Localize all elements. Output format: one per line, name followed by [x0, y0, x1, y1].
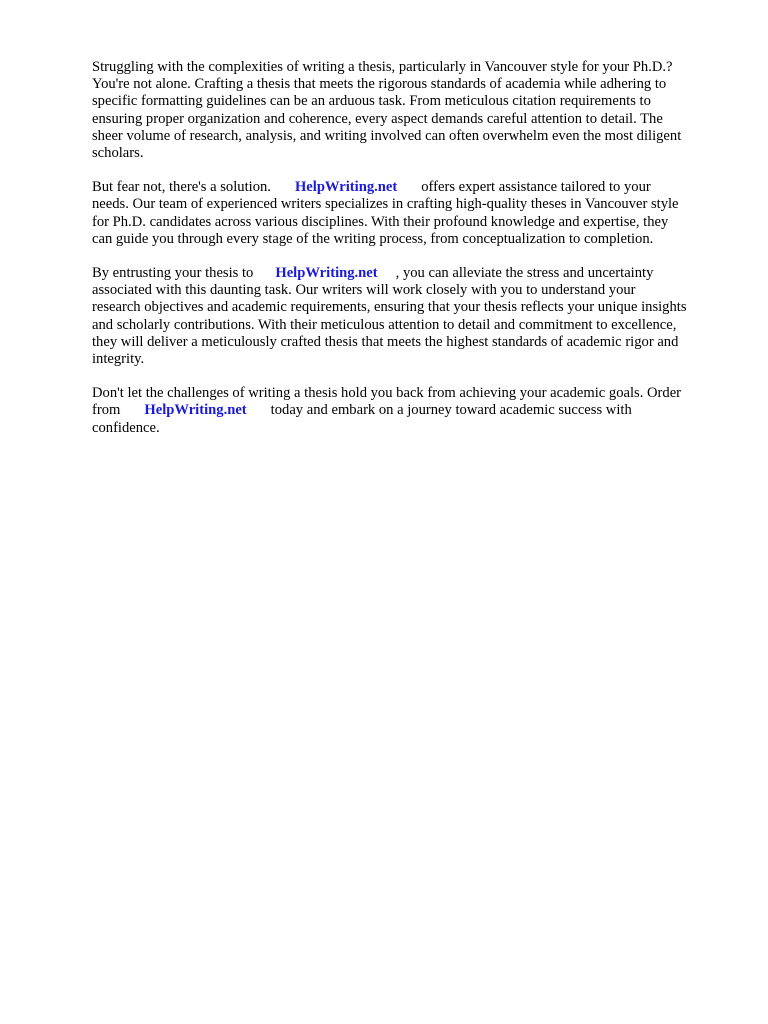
text-line: ensuring proper organization and coherence, every aspect demands careful attention to detail. The: [92, 110, 663, 127]
text-line: associated with this daunting task. Our writers will work closely with you to understand your: [92, 282, 636, 299]
text-line: needs. Our team of experienced writers specializes in crafting high-quality theses in Vancouver style: [92, 196, 679, 213]
text-line: can guide you through every stage of the writing process, from conceptualization to completion.: [92, 230, 654, 247]
text-fragment: today and embark on a journey toward academic success with: [270, 402, 632, 419]
text-line: and scholarly contributions. With their meticulous attention to detail and commitment to excellence,: [92, 316, 677, 333]
text-line: integrity.: [92, 351, 145, 368]
text-line: confidence.: [92, 419, 160, 436]
text-fragment: By entrusting your thesis to: [92, 265, 254, 282]
text-fragment: , you can alleviate the stress and uncertainty: [395, 265, 654, 282]
text-line: Struggling with the complexities of writing a thesis, particularly in Vancouver style for your Ph.D.?: [92, 59, 673, 75]
text-line: specific formatting guidelines can be an arduous task. From meticulous citation requirements to: [92, 93, 651, 110]
text-line-with-link: [92, 179, 732, 196]
paragraph-entrusting: [92, 265, 732, 368]
text-line: for Ph.D. candidates across various disciplines. With their profound knowledge and expertise, they: [92, 213, 669, 230]
paragraph-intro: [92, 59, 732, 162]
text-line: scholars.: [92, 145, 144, 162]
paragraph-solution: [92, 179, 732, 248]
document-page: [92, 59, 732, 454]
text-line: research objectives and academic requirements, ensuring that your thesis reflects your unique insights: [92, 299, 687, 316]
text-line: Don't let the challenges of writing a thesis hold you back from achieving your academic goals. Order: [92, 385, 682, 402]
helpwriting-link[interactable]: HelpWriting.net: [294, 179, 398, 196]
helpwriting-link[interactable]: HelpWriting.net: [275, 265, 378, 282]
text-line: they will deliver a meticulously crafted thesis that meets the highest standards of academic rigor and: [92, 333, 679, 350]
text-line: You're not alone. Crafting a thesis that meets the rigorous standards of academia while adhering to: [92, 76, 667, 93]
text-fragment: from: [92, 402, 121, 419]
helpwriting-link[interactable]: HelpWriting.net: [144, 402, 247, 419]
paragraph-closing: [92, 385, 732, 437]
text-line: sheer volume of research, analysis, and writing involved can often overwhelm even the most diligent: [92, 127, 682, 144]
text-fragment: offers expert assistance tailored to your: [421, 179, 651, 196]
text-line-with-link: [92, 265, 732, 282]
text-fragment: But fear not, there's a solution.: [92, 179, 271, 196]
text-line-with-link: [92, 402, 732, 419]
